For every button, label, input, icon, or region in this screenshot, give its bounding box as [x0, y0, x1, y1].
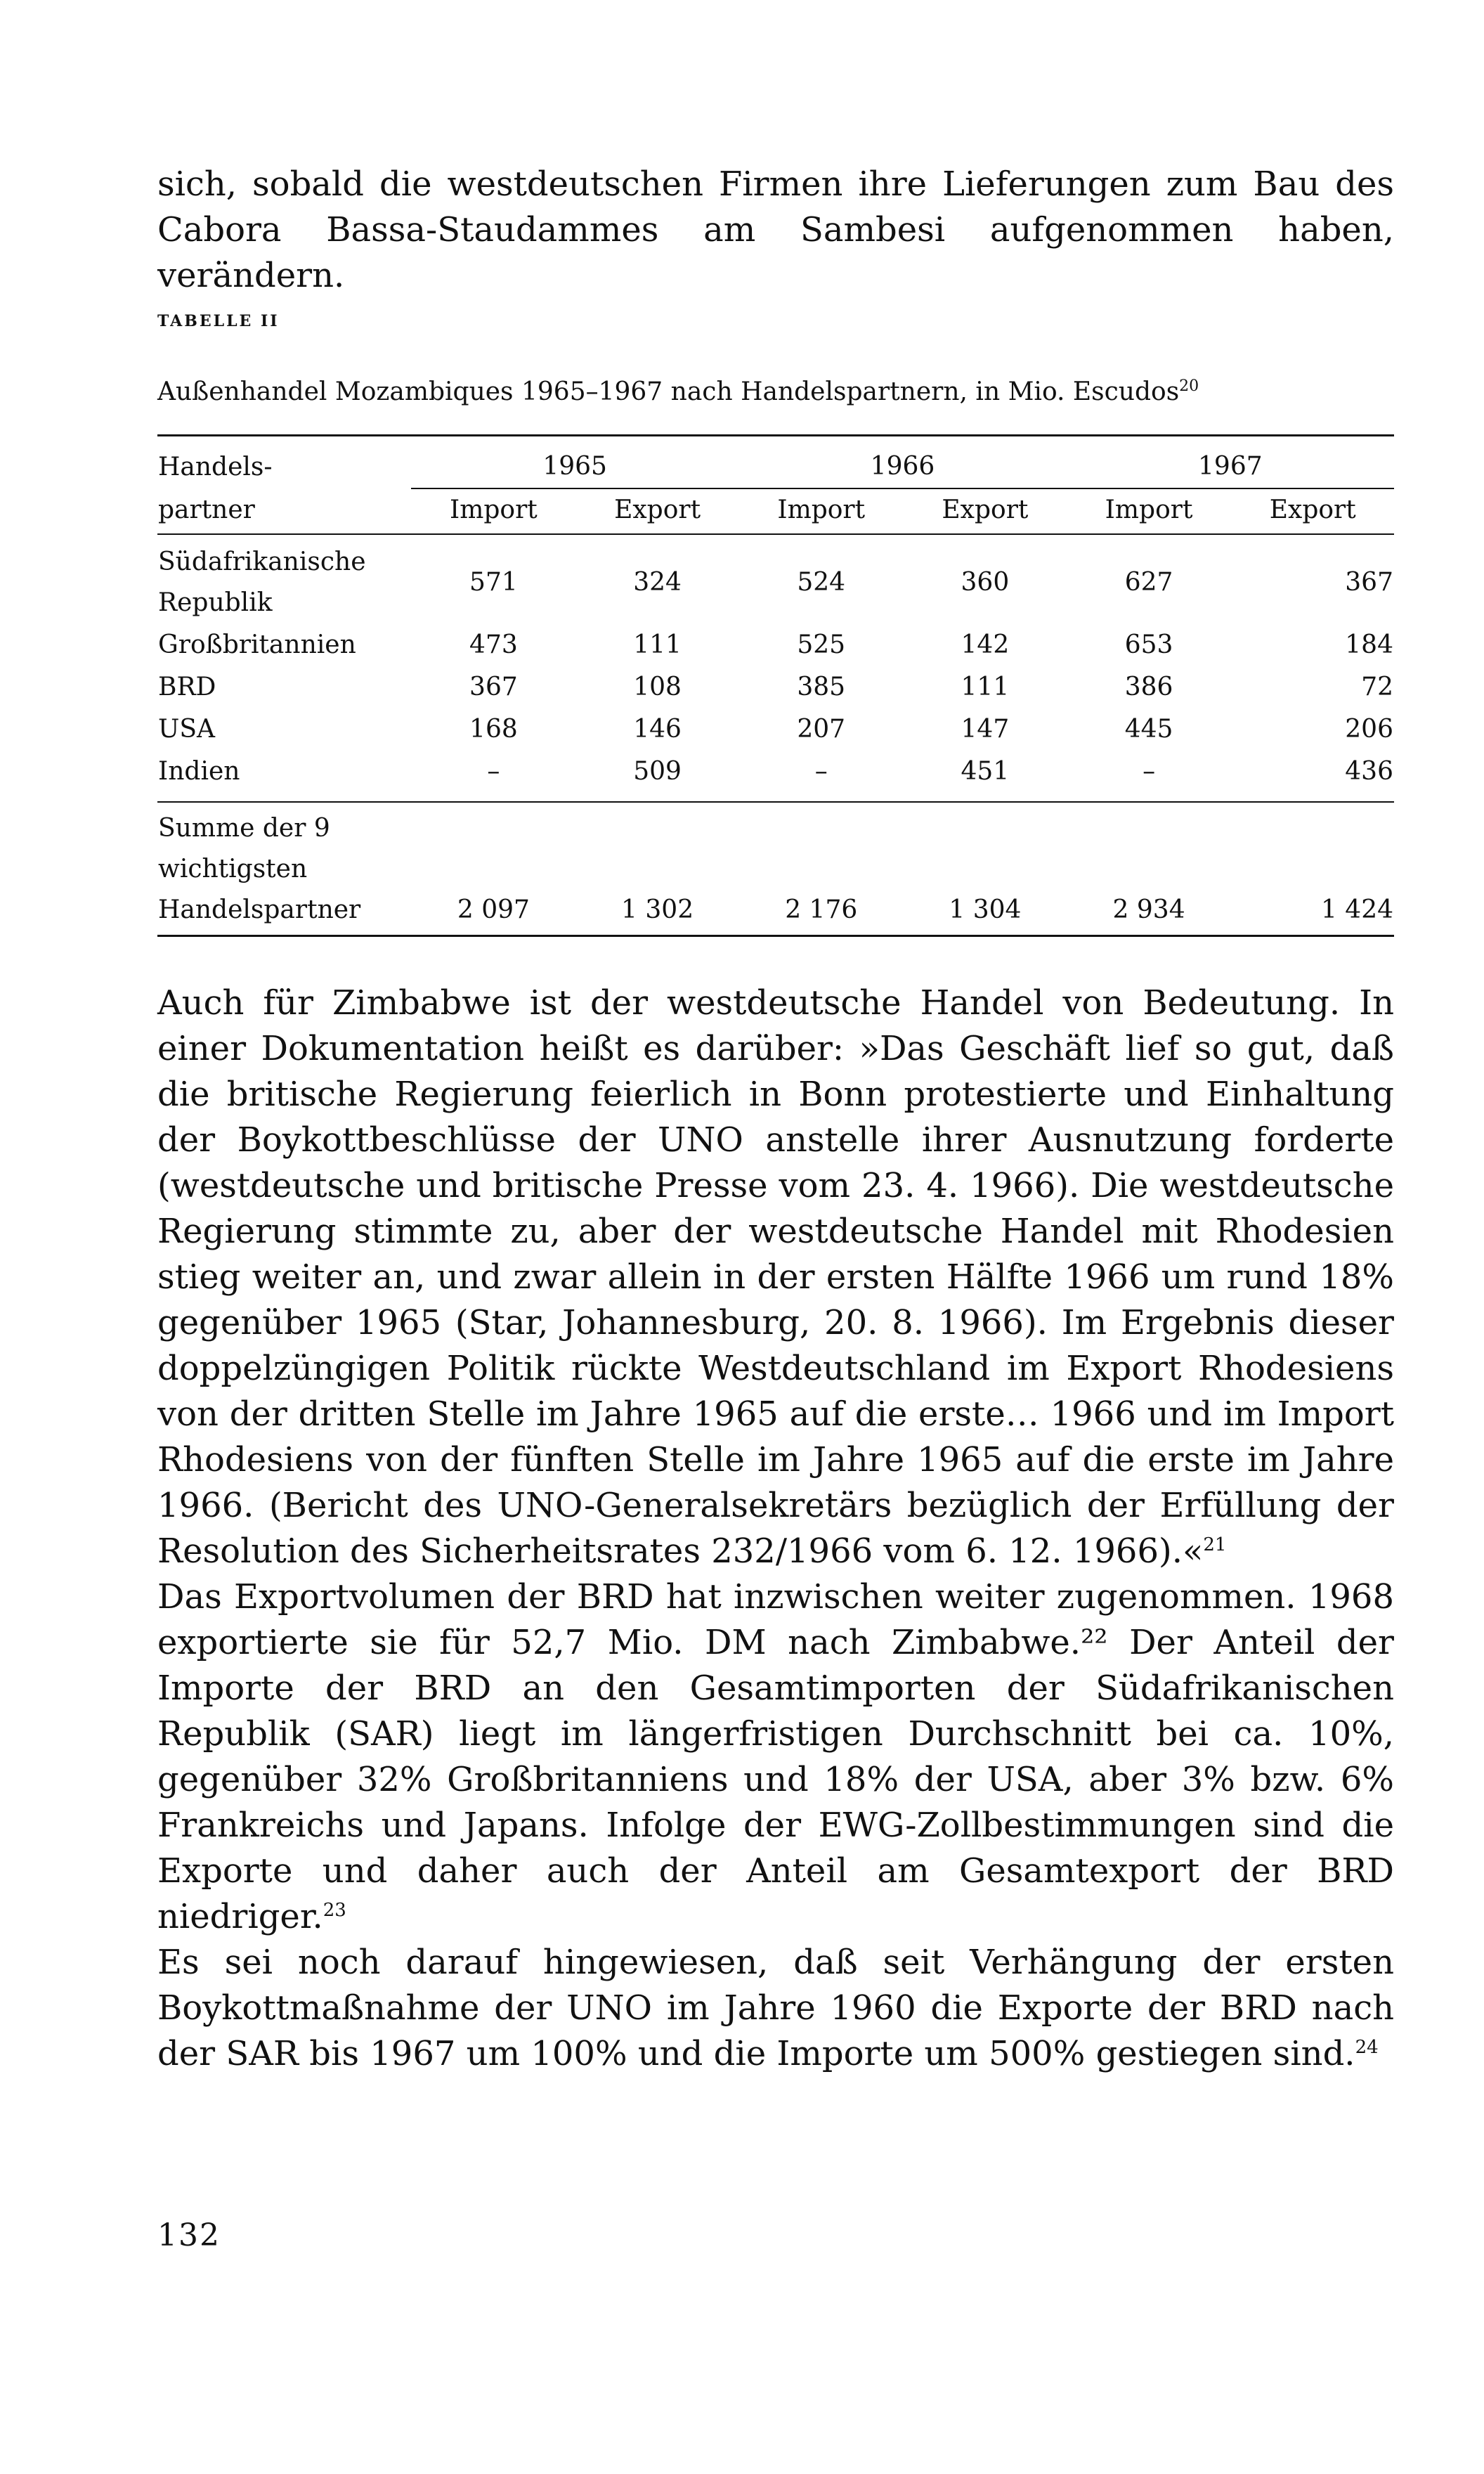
export-header: Export — [904, 488, 1067, 534]
table-caption-footnote: 20 — [1179, 377, 1199, 395]
value-cell: 367 — [1345, 568, 1393, 597]
table-caption — [157, 370, 1394, 406]
table-label: TABELLE II — [157, 312, 280, 330]
import-header: Import — [1067, 488, 1232, 534]
export-header: Export — [576, 488, 739, 534]
partner-cell: Summe der 9 wichtigsten Handelspartner — [157, 802, 411, 936]
value-cell: 324 — [633, 568, 682, 597]
paragraph-text: Es sei noch darauf hingewiesen, daß seit Verhängung der ersten Boykottmaßnahme der UNO im Jahre 1960 die Exporte der BRD nach der SAR bis 1967 um 100% und die Importe um 500% gestiegen sind. — [157, 1943, 1394, 2073]
footnote-marker: 24 — [1355, 2037, 1379, 2058]
table-row — [157, 666, 1394, 708]
partner-cell: USA — [158, 715, 215, 744]
value-cell: 360 — [961, 568, 1010, 597]
partner-cell: Großbritannien — [158, 630, 356, 659]
import-header: Import — [411, 488, 576, 534]
value-cell: 184 — [1345, 630, 1393, 659]
value-cell: 1 424 — [1231, 802, 1394, 936]
year-header-1966: 1966 — [738, 436, 1066, 489]
table-body — [157, 534, 1394, 936]
table-spacer — [157, 793, 1394, 802]
body-paragraph — [157, 980, 1394, 1574]
paragraph-text: Das Exportvolumen der BRD hat inzwischen weiter zugenommen. 1968 exportierte sie für 52,7 Mio. DM nach Zimbabwe.²² Der Anteil der Importe der BRD an den Gesamtimporten der Südafrikanischen Republik (SAR) liegt im längerfristigen Durchschnitt bei ca. 10%, gegenüber 32% Großbritanniens und 18% der USA, aber 3% bzw. 6% Frankreichs und Japans. Infolge der EWG-Zollbestimmungen sind die Exporte und daher auch der Anteil am Gesamtexport der BRD niedriger. — [157, 1577, 1394, 1936]
value-cell: – — [814, 757, 828, 786]
export-header: Export — [1231, 488, 1394, 534]
page-number: 132 — [157, 2217, 221, 2253]
value-cell: 2 176 — [738, 802, 904, 936]
value-cell: 367 — [469, 673, 518, 701]
value-cell: 207 — [797, 715, 846, 744]
intro-paragraph: sich, sobald die westdeutschen Firmen ihre Lieferungen zum Bau des Cabora Bassa-Staudammes am Sambesi aufgenommen haben, verändern. — [157, 164, 1394, 295]
table-sum-row — [157, 802, 1394, 936]
value-cell: 108 — [633, 673, 682, 701]
value-cell: 1 302 — [576, 802, 739, 936]
value-cell: 436 — [1345, 757, 1393, 786]
value-cell: 653 — [1124, 630, 1173, 659]
table-row — [157, 624, 1394, 666]
value-cell: 386 — [1124, 673, 1173, 701]
import-header: Import — [738, 488, 904, 534]
partner-cell: Indien — [158, 757, 240, 786]
footnote-marker: 23 — [323, 1900, 346, 1921]
table-import-export-header-row — [157, 488, 1394, 534]
value-cell: 111 — [961, 673, 1010, 701]
value-cell: 525 — [797, 630, 846, 659]
table-row — [157, 534, 1394, 624]
table-year-header-row — [157, 436, 1394, 489]
value-cell: 524 — [797, 568, 846, 597]
value-cell: 473 — [469, 630, 518, 659]
value-cell: 168 — [469, 715, 518, 744]
trade-table — [157, 434, 1394, 937]
body-paragraph — [157, 1940, 1394, 2077]
paragraph-text: Auch für Zimbabwe ist der westdeutsche Handel von Bedeutung. In einer Dokumentation heißt es darüber: »Das Geschäft lief so gut, daß die britische Regierung feierlich in Bonn protestierte und Einhaltung der Boykottbeschlüsse der UNO anstelle ihrer Ausnutzung forderte (westdeutsche und britische Presse vom 23. 4. 1966). Die westdeutsche Regierung stimmte zu, aber der westdeutsche Handel mit Rhodesien stieg weiter an, und zwar allein in der ersten Hälfte 1966 um rund 18% gegenüber 1965 (Star, Johannesburg, 20. 8. 1966). Im Ergebnis dieser doppelzüngigen Politik rückte Westdeutschland im Export Rhodesiens von der dritten Stelle im Jahre 1965 auf die erste… 1966 und im Import Rhodesiens von der fünften Stelle im Jahre 1965 auf die erste im Jahre 1966. (Bericht des UNO-Generalsekretärs bezüglich der Erfüllung der Resolution des Sicherheitsrates 232/1966 vom 6. 12. 1966).« — [157, 983, 1394, 1571]
year-header-1965: 1965 — [411, 436, 738, 489]
value-cell: 627 — [1124, 568, 1173, 597]
partner-cell: Südafrikanische Republik — [158, 548, 366, 617]
page-content — [157, 162, 1394, 2077]
value-cell: 146 — [633, 715, 682, 744]
value-cell: 2 097 — [411, 802, 576, 936]
year-header-1967: 1967 — [1067, 436, 1394, 489]
value-cell: 445 — [1124, 715, 1173, 744]
value-cell: 571 — [469, 568, 518, 597]
value-cell: – — [487, 757, 500, 786]
value-cell: 206 — [1345, 715, 1393, 744]
value-cell: 72 — [1361, 673, 1393, 701]
value-cell: – — [1143, 757, 1156, 786]
value-cell: 451 — [961, 757, 1010, 786]
value-cell: 509 — [633, 757, 682, 786]
table-caption-text: Außenhandel Mozambiques 1965–1967 nach Handelspartnern, in Mio. Escudos — [157, 377, 1180, 406]
value-cell: 1 304 — [904, 802, 1067, 936]
value-cell: 385 — [797, 673, 846, 701]
body-paragraph — [157, 1574, 1394, 1940]
value-cell: 147 — [961, 715, 1010, 744]
table-row — [157, 751, 1394, 793]
value-cell: 111 — [633, 630, 682, 659]
body-text — [157, 980, 1394, 2077]
header-partner-line2: partner — [157, 488, 411, 534]
value-cell: 2 934 — [1067, 802, 1232, 936]
table-row — [157, 708, 1394, 751]
partner-cell: BRD — [158, 673, 216, 701]
value-cell: 142 — [961, 630, 1010, 659]
header-partner-line1: Handels- — [158, 452, 273, 481]
footnote-marker: 21 — [1203, 1534, 1227, 1555]
